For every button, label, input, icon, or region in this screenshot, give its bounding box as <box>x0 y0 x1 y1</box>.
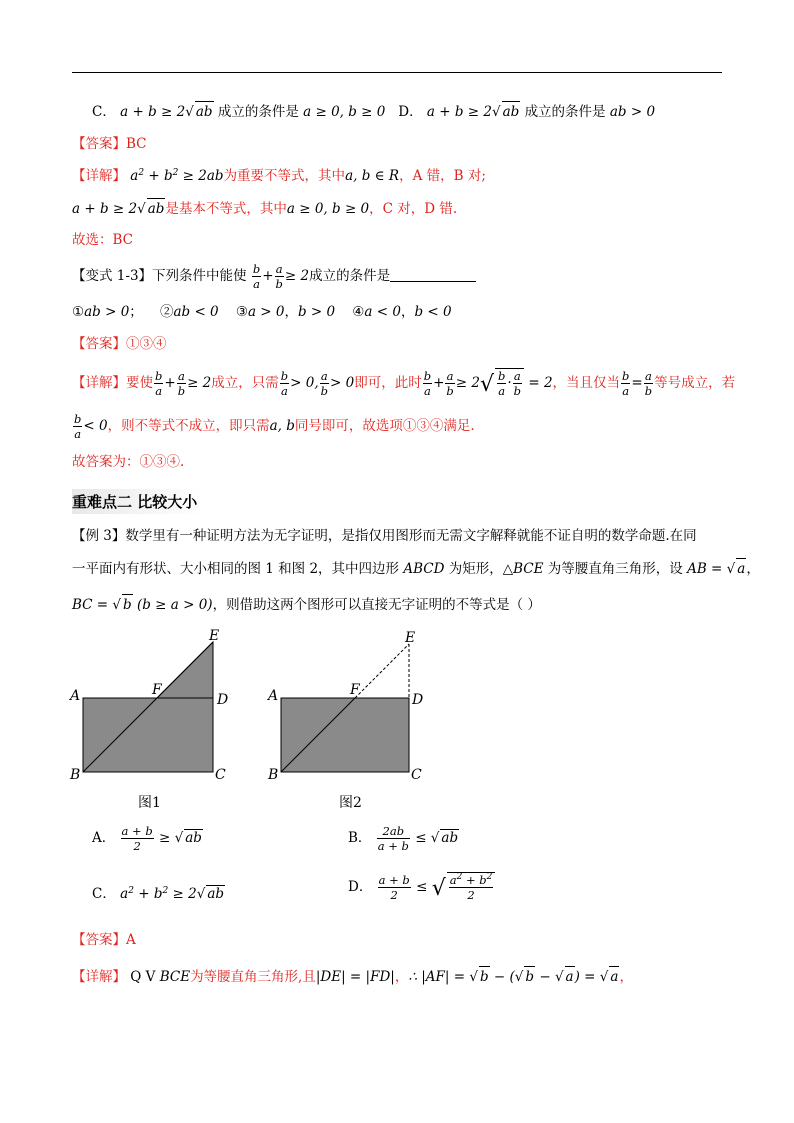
math-expr: a + b ≥ 2√ ab <box>427 104 520 120</box>
detail-text: ，则不等式不成立，即只需 <box>107 418 270 434</box>
detail-text: ，C 对，D 错. <box>369 201 458 217</box>
detail-text: ， <box>619 969 633 985</box>
detail-text: ，A 错，B 对; <box>399 168 486 184</box>
point-c: C <box>215 767 226 783</box>
option-marker: ③ <box>235 304 248 320</box>
point-d: D <box>217 692 229 708</box>
example-answer <box>72 930 136 950</box>
example-text: 一平面内有形状、大小相同的图 1 和图 2，其中四边形 <box>72 561 400 577</box>
detail-text: 即可，此时 <box>354 375 422 391</box>
variant-options: ①ab > 0； ②ab < 0 ③a > 0，b > 0 ④a < 0，b < 0 <box>72 304 452 320</box>
detail-text: 成立，只需 <box>211 375 279 391</box>
variant-answer <box>72 334 167 354</box>
answer-blank[interactable] <box>390 267 476 282</box>
separator: ； <box>129 304 143 320</box>
detail-text: ，当且仅当 <box>552 375 621 391</box>
option-a[interactable]: A． $\frac{a + b}{2}$ ≥ √ ab <box>92 824 202 853</box>
detail-text: 同号即可，故选项①③④满足. <box>294 418 475 434</box>
option-marker: ① <box>72 304 85 320</box>
figure-2 <box>266 630 423 783</box>
variant-title-tail: 成立的条件是 <box>309 268 391 284</box>
variant-detail: 【详解】要使 $\frac{b}{a}$ + $\frac{a}{b}$ ≥ 2成立，只需 $\frac{b}{a}$ > 0, $\frac{a}{b}$ > 0即可，此时 $\frac{b}{a}$ + $\frac{a}{b}$ ≥ 2√ $\frac{b}{a}$ · $\frac{a}{b}$ = 2，当且仅当 $\frac{b}{a}$ = $\frac{a}{b}$ 等号成立，若 <box>72 369 736 398</box>
example-label: 【例 3】 <box>72 528 126 544</box>
detail-text: 等号成立，若 <box>654 375 736 391</box>
figure-2-caption: 图2 <box>339 795 362 811</box>
option-a-label: A． <box>92 830 116 846</box>
option-d-text: 成立的条件是 <box>524 104 606 120</box>
variant-detail-2: $\frac{b}{a}$ < 0，则不等式不成立，即只需a, b同号即可，故选项①③④满足. <box>74 412 475 441</box>
option-d-label: D． <box>398 104 423 120</box>
answer-label: 【答案】 <box>72 136 126 152</box>
answer-value: BC <box>126 136 147 152</box>
answer-value: A <box>126 932 136 948</box>
example-text: 为等腰直角三角形，设 <box>547 561 683 577</box>
option-b-label: B． <box>348 830 372 846</box>
fraction: $\frac{2ab}{a + b}$ <box>377 824 409 853</box>
separator: ， <box>284 304 298 320</box>
option-marker: ② <box>159 304 174 320</box>
figure-1 <box>68 628 228 783</box>
rectangle-abcd <box>83 698 213 772</box>
math-expr: ab > 0 <box>609 104 656 120</box>
option-b[interactable]: B． $\frac{2ab}{a + b}$ ≤ √ ab <box>348 824 459 853</box>
option-marker: ④ <box>352 304 365 320</box>
detail-label: 【详解】 <box>72 969 126 985</box>
option-d[interactable]: D． $\frac{a + b}{2}$ ≤ √ $\frac{a^2 + b^2}{2}$ <box>348 872 495 902</box>
variant-question: 【变式 1-3】下列条件中能使 $\frac{b}{a}$ + $\frac{a}{b}$ ≥ 2成立的条件是 <box>72 262 476 291</box>
point-a: A <box>70 688 81 704</box>
option-c-text: 成立的条件是 <box>217 104 299 120</box>
math-expr: a ≥ 0, b ≥ 0 <box>286 201 370 217</box>
option-c[interactable]: C． $a^2 + b^2 \ge 2√$ ab <box>92 886 225 902</box>
variant-final: 故答案为：①③④. <box>72 454 185 470</box>
detail-text: 为等腰直角三角形,且 <box>190 969 316 985</box>
point-b: B <box>70 767 81 783</box>
math-expr: a + b ≥ 2√ ab <box>72 201 165 217</box>
point-e: E <box>405 630 416 646</box>
section-heading: 重难点二 比较大小 <box>72 489 203 514</box>
detail-line-2 <box>72 198 457 219</box>
example-3-para <box>72 526 724 546</box>
detail-text: 是基本不等式，其中 <box>165 201 287 217</box>
math-expr: $a^2 + b^2 \ge 2ab$ <box>130 168 224 184</box>
example-text: ，则借助这两个图形可以直接无字证明的不等式是（ ） <box>212 597 541 613</box>
example-3-line2: 一平面内有形状、大小相同的图 1 和图 2，其中四边形 ABCD 为矩形，△BCE 为等腰直角三角形，设 AB = √ a， <box>72 558 760 579</box>
figure-1-caption: 图1 <box>138 795 161 811</box>
example-detail: 【详解】 Q V BCE为等腰直角三角形,且|DE| = |FD|，∴ |AF| = √ b − (√ b − √ a) = √ a， <box>72 966 633 987</box>
option-c-label: C． <box>92 104 116 120</box>
detail-text: 要使 <box>126 375 153 391</box>
math-expr: a + b ≥ 2√ ab <box>120 104 213 120</box>
dashed-fe <box>355 644 409 698</box>
fraction-a-b: $\frac{a}{b}$ <box>275 262 283 291</box>
detail-line <box>72 166 486 186</box>
answer-label: 【答案】 <box>72 932 126 948</box>
fraction: $\frac{a + b}{2}$ <box>121 824 153 853</box>
answer-label: 【答案】 <box>72 336 126 352</box>
option-d-label: D． <box>348 879 373 895</box>
figures <box>60 622 440 822</box>
fraction-b-a: $\frac{b}{a}$ <box>252 262 261 291</box>
math-expr: a, b ∈ R <box>345 168 400 184</box>
choose-line: 故选：BC <box>72 232 134 248</box>
example-text: 为矩形， <box>448 561 503 577</box>
detail-text: 为重要不等式，其中 <box>223 168 346 184</box>
header-rule <box>72 72 722 73</box>
option-c-line <box>92 101 655 122</box>
point-c: C <box>411 767 422 783</box>
example-3-line3: BC = √ b (b ≥ a > 0)，则借助这两个图形可以直接无字证明的不等式是（ ） <box>72 594 541 615</box>
detail-label: 【详解】 <box>72 375 126 391</box>
point-f: F <box>350 682 360 698</box>
point-f: F <box>152 682 162 698</box>
answer-line <box>72 134 147 154</box>
detail-text: Q V <box>130 969 156 985</box>
example-text: 数学里有一种证明方法为无字证明，是指仅用图形而无需文字解释就能不证自明的数学命题.在同 <box>125 528 697 544</box>
option-c-label: C． <box>92 886 116 902</box>
detail-label: 【详解】 <box>72 168 126 184</box>
point-d: D <box>412 692 424 708</box>
point-e: E <box>209 628 220 644</box>
point-a: A <box>268 688 279 704</box>
variant-title: 【变式 1-3】下列条件中能使 <box>72 268 247 284</box>
answer-value: ①③④ <box>126 336 167 352</box>
math-expr: a ≥ 0, b ≥ 0 <box>303 104 386 120</box>
separator: ， <box>400 304 415 320</box>
point-b: B <box>268 767 279 783</box>
rectangle-abcd <box>281 698 409 772</box>
fraction: $\frac{a + b}{2}$ <box>378 873 410 902</box>
